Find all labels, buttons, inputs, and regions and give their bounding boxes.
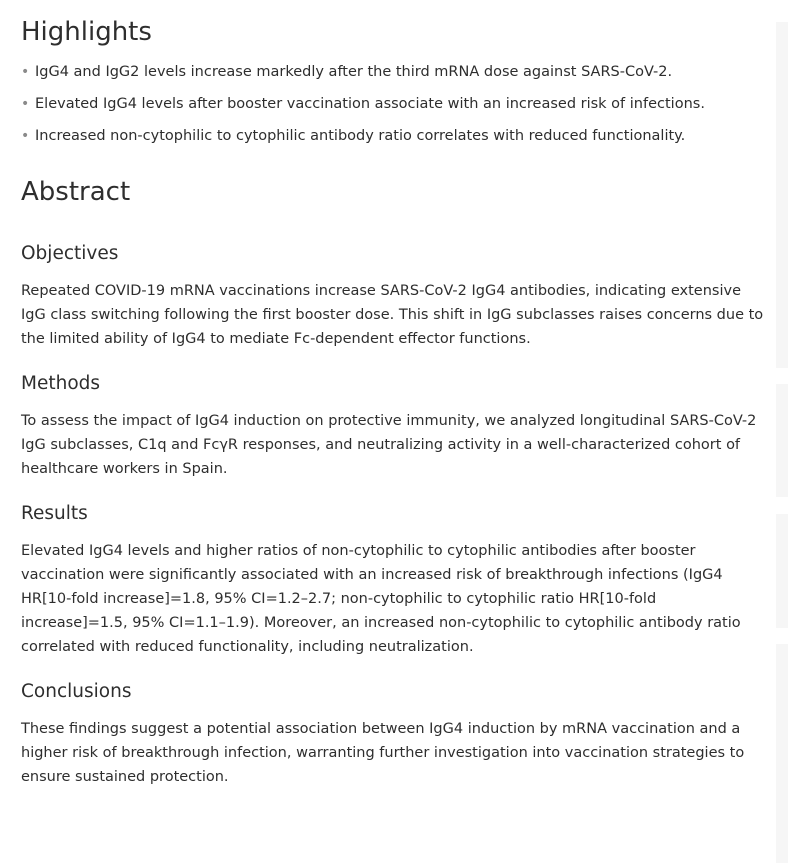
- highlight-text: IgG4 and IgG2 levels increase markedly after the third mRNA dose against SARS-CoV-2.: [35, 64, 673, 80]
- highlight-text: Elevated IgG4 levels after booster vaccination associate with an increased risk of infections.: [35, 96, 705, 112]
- section-heading: Objectives: [21, 243, 119, 264]
- section-text: These findings suggest a potential association between IgG4 induction by mRNA vaccination and a higher risk of breakthrough infection, warranting further investigation into vaccination strategies to ensure sustained protection.: [21, 721, 745, 785]
- side-panel-strip: [776, 384, 788, 497]
- abstract-section-conclusions: [21, 679, 765, 789]
- highlight-item: [21, 94, 765, 114]
- abstract-section-results: [21, 501, 765, 659]
- bullet-icon: •: [21, 96, 30, 112]
- section-heading: Conclusions: [21, 681, 132, 702]
- section-text: Repeated COVID-19 mRNA vaccinations increase SARS-CoV-2 IgG4 antibodies, indicating extensive IgG class switching following the first booster dose. This shift in IgG subclasses raises concerns due to the limited ability of IgG4 to mediate Fc-dependent effector functions.: [21, 283, 764, 347]
- section-text: To assess the impact of IgG4 induction on protective immunity, we analyzed longitudinal SARS-CoV-2 IgG subclasses, C1q and FcγR responses, and neutralizing activity in a well-characterized cohort of healthcare workers in Spain.: [21, 413, 757, 477]
- highlight-item: [21, 126, 765, 146]
- highlight-item: [21, 62, 765, 82]
- highlight-text: Increased non-cytophilic to cytophilic antibody ratio correlates with reduced functionality.: [35, 128, 686, 144]
- highlights-list: [21, 62, 765, 146]
- bullet-icon: •: [21, 128, 30, 144]
- section-heading: Methods: [21, 373, 101, 394]
- article-content: [21, 14, 765, 789]
- abstract-heading: Abstract: [21, 177, 131, 207]
- section-text: Elevated IgG4 levels and higher ratios of non-cytophilic to cytophilic antibodies after booster vaccination were significantly associated with an increased risk of breakthrough infections (IgG4 HR[10-fold increase]=1.8, 95% CI=1.2–2.7; non-cytophilic to cytophilic ratio HR[10-fold increase]=1.5, 95% CI=1.1–1.9). Moreover, an increased non-cytophilic to cytophilic antibody ratio correlated with reduced functionality, including neutralization.: [21, 543, 741, 655]
- abstract-section-objectives: [21, 241, 765, 351]
- bullet-icon: •: [21, 64, 30, 80]
- highlights-heading: Highlights: [21, 17, 152, 47]
- side-panel-strip: [776, 22, 788, 368]
- side-panel-strip: [776, 514, 788, 628]
- section-heading: Results: [21, 503, 88, 524]
- abstract-section-methods: [21, 371, 765, 481]
- side-panel-strip: [776, 644, 788, 863]
